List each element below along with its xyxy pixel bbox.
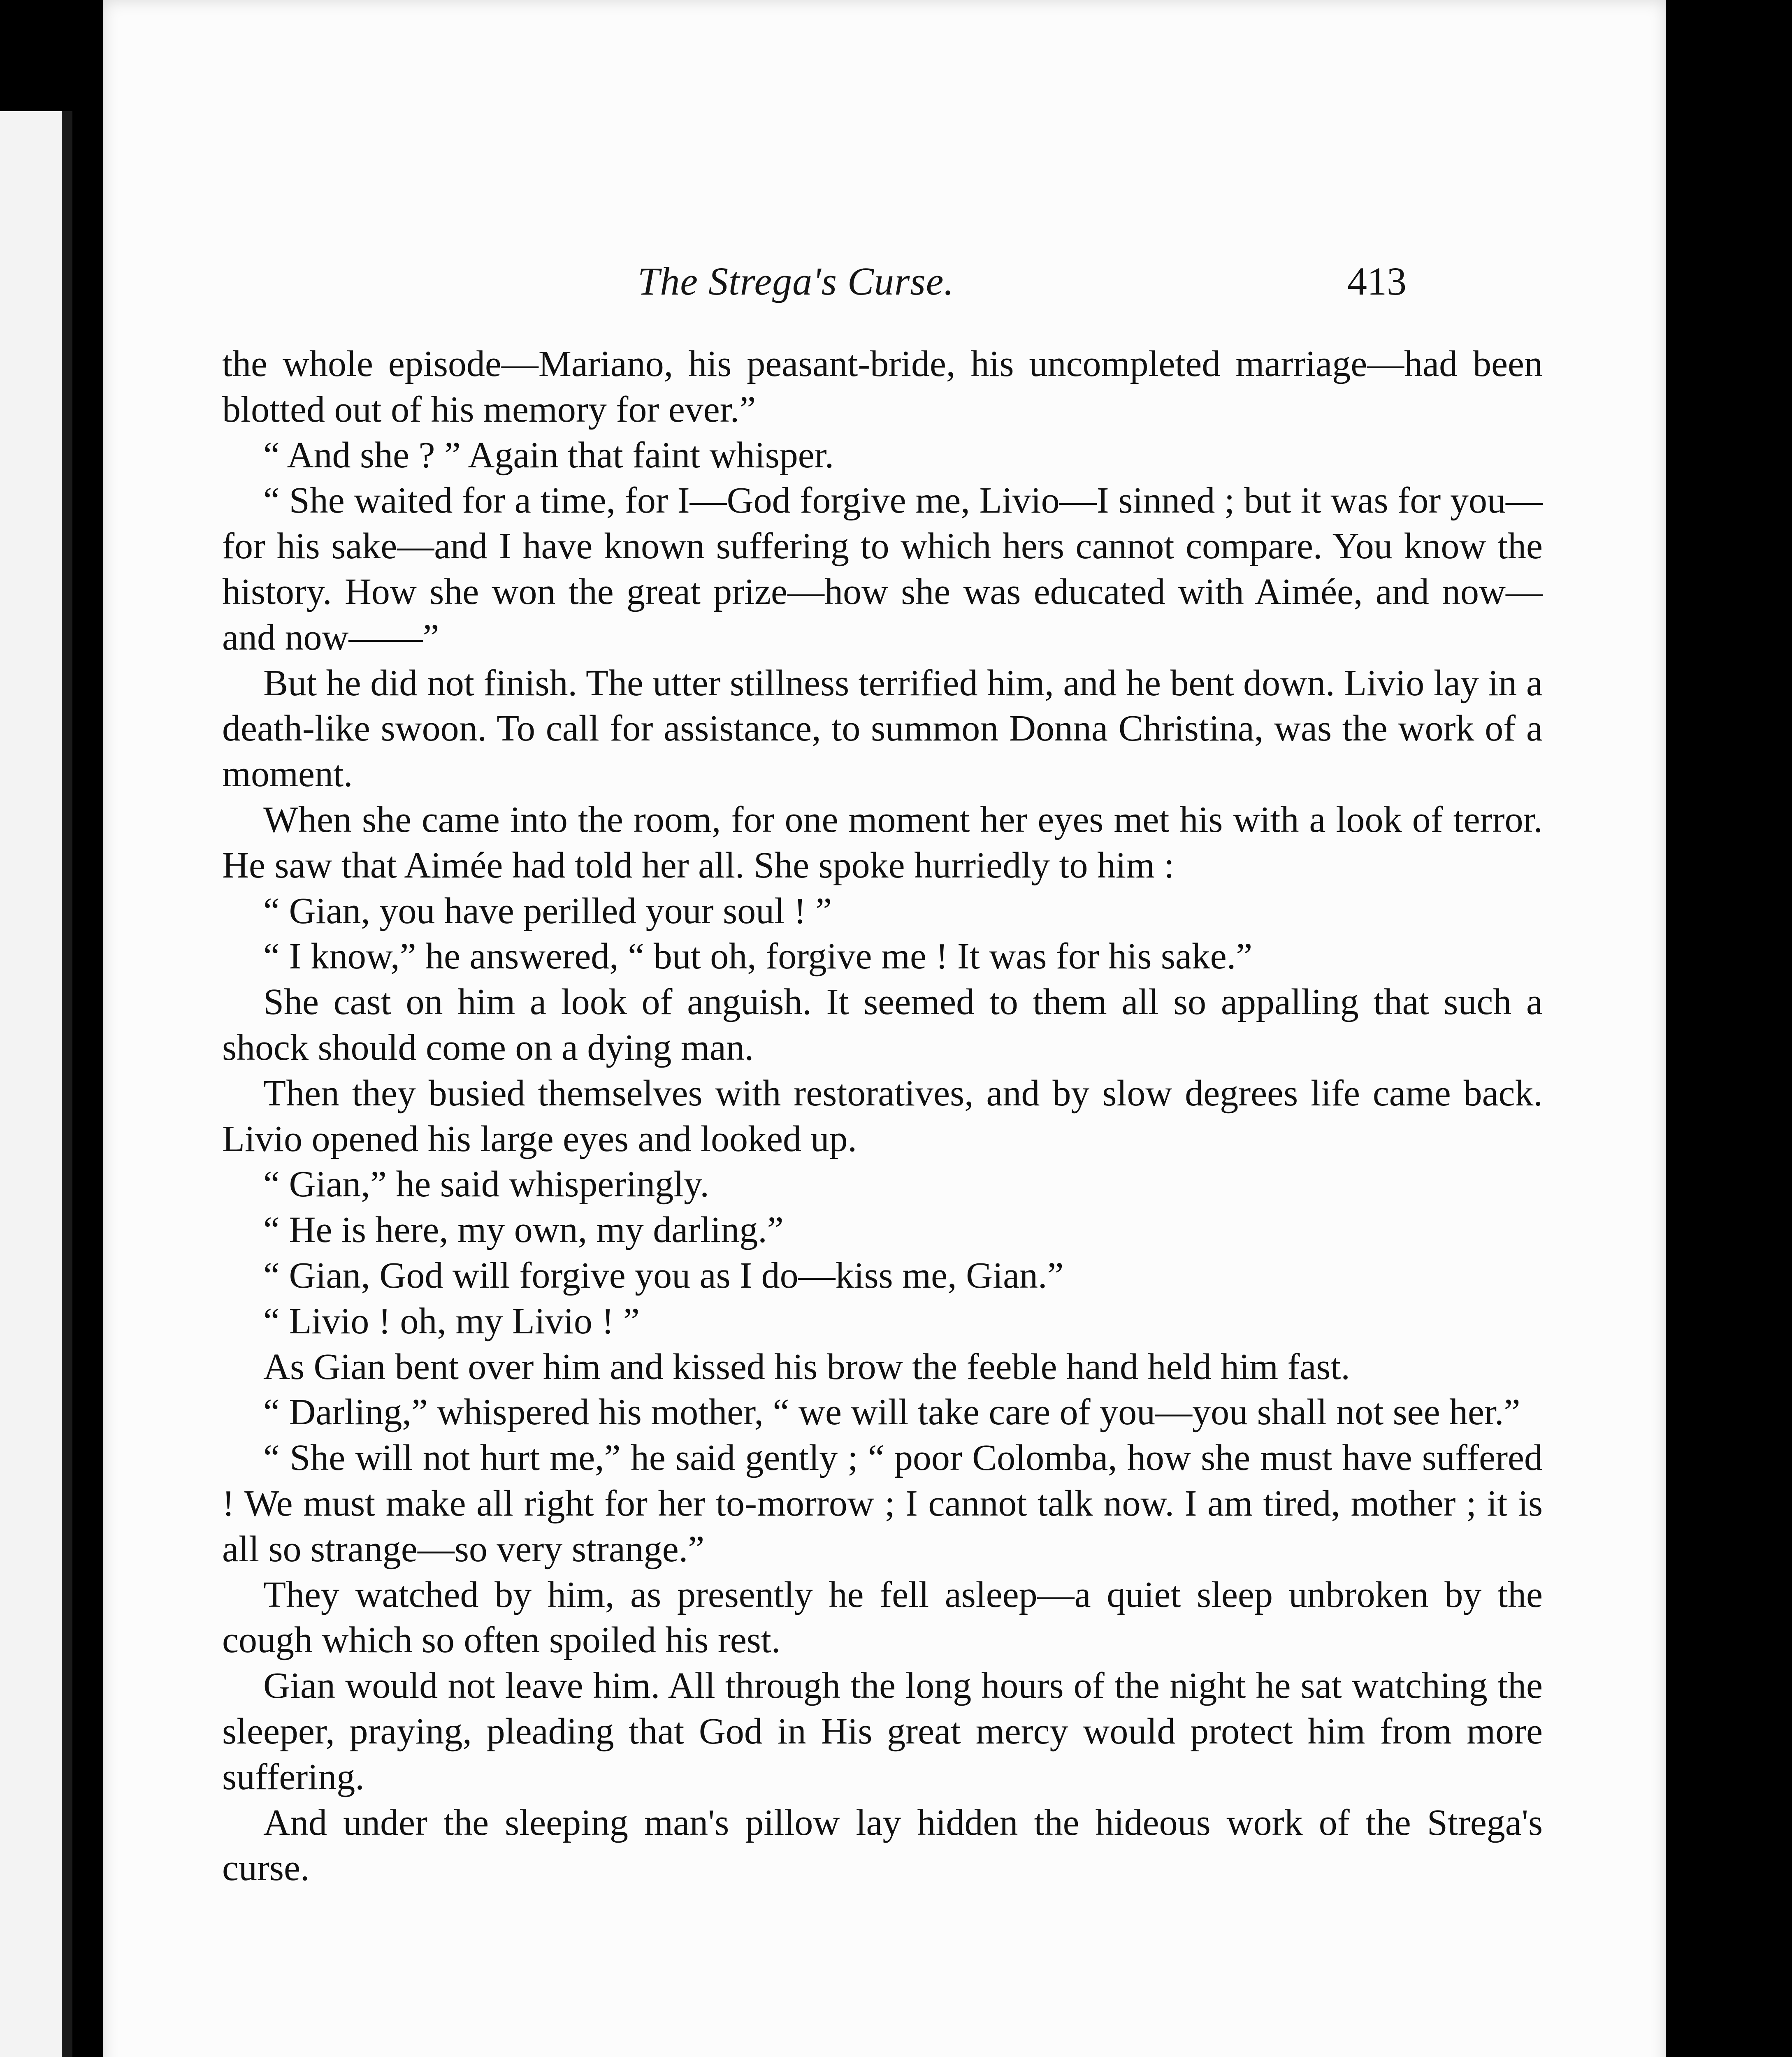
page-number: 413 (1347, 259, 1407, 303)
paragraph: “ Gian,” he said whisperingly. (263, 1164, 709, 1205)
book-page (103, 0, 1666, 2057)
paragraph: “ Darling,” whispered his mother, “ we will take care of you—you shall not see her.” (263, 1392, 1520, 1433)
paragraph: She cast on him a look of anguish. It seemed to them all so appalling that such a shock should come on a dying man. (222, 982, 1543, 1068)
paragraph: “ She will not hurt me,” he said gently ; “ poor Colomba, how she must have suffered ! We must make all right for her to-morrow ; I cannot talk now. I am tired, mother ; it is all so strange—so very strange.” (222, 1437, 1543, 1569)
paragraph: But he did not finish. The utter stillness terrified him, and he bent down. Livio lay in a death-like swoon. To call for assistance, to summon Donna Christina, was the work of a moment. (222, 662, 1543, 795)
adjacent-page-edge (0, 111, 72, 2057)
page-header (103, 258, 1666, 304)
paragraph: “ Livio ! oh, my Livio ! ” (263, 1300, 640, 1342)
paragraph: They watched by him, as presently he fell asleep—a quiet sleep unbroken by the cough which so often spoiled his rest. (222, 1574, 1543, 1661)
paragraph: “ I know,” he answered, “ but oh, forgive me ! It was for his sake.” (263, 936, 1253, 977)
paragraph: “ He is here, my own, my darling.” (263, 1210, 784, 1251)
paragraph: “ Gian, you have perilled your soul ! ” (263, 890, 832, 931)
paragraph: “ She waited for a time, for I—God forgive me, Livio—I sinned ; but it was for you—for his sake—and I have known suffering to which hers cannot compare. You know the history. How she won the great prize—how she was educated with Aimée, and now—and now——” (222, 480, 1543, 658)
paragraph: As Gian bent over him and kissed his brow the feeble hand held him fast. (263, 1346, 1350, 1387)
paragraph: Gian would not leave him. All through the long hours of the night he sat watching the sleeper, praying, pleading that God in His great mercy would protect him from more suffering. (222, 1665, 1543, 1797)
paragraph: the whole episode—Mariano, his peasant-bride, his uncompleted marriage—had been blotted out of his memory for ever.” (222, 344, 1543, 430)
paragraph: And under the sleeping man's pillow lay hidden the hideous work of the Strega's curse. (222, 1802, 1543, 1889)
paragraph: Then they busied themselves with restoratives, and by slow degrees life came back. Livio opened his large eyes and looked up. (222, 1073, 1543, 1159)
paragraph: “ Gian, God will forgive you as I do—kiss me, Gian.” (263, 1255, 1064, 1296)
paragraph: “ And she ? ” Again that faint whisper. (263, 434, 834, 476)
running-title: The Strega's Curse. (638, 259, 954, 303)
paragraph: When she came into the room, for one moment her eyes met his with a look of terror. He saw that Aimée had told her all. She spoke hurriedly to him : (222, 799, 1543, 886)
body-text (222, 341, 1543, 1891)
